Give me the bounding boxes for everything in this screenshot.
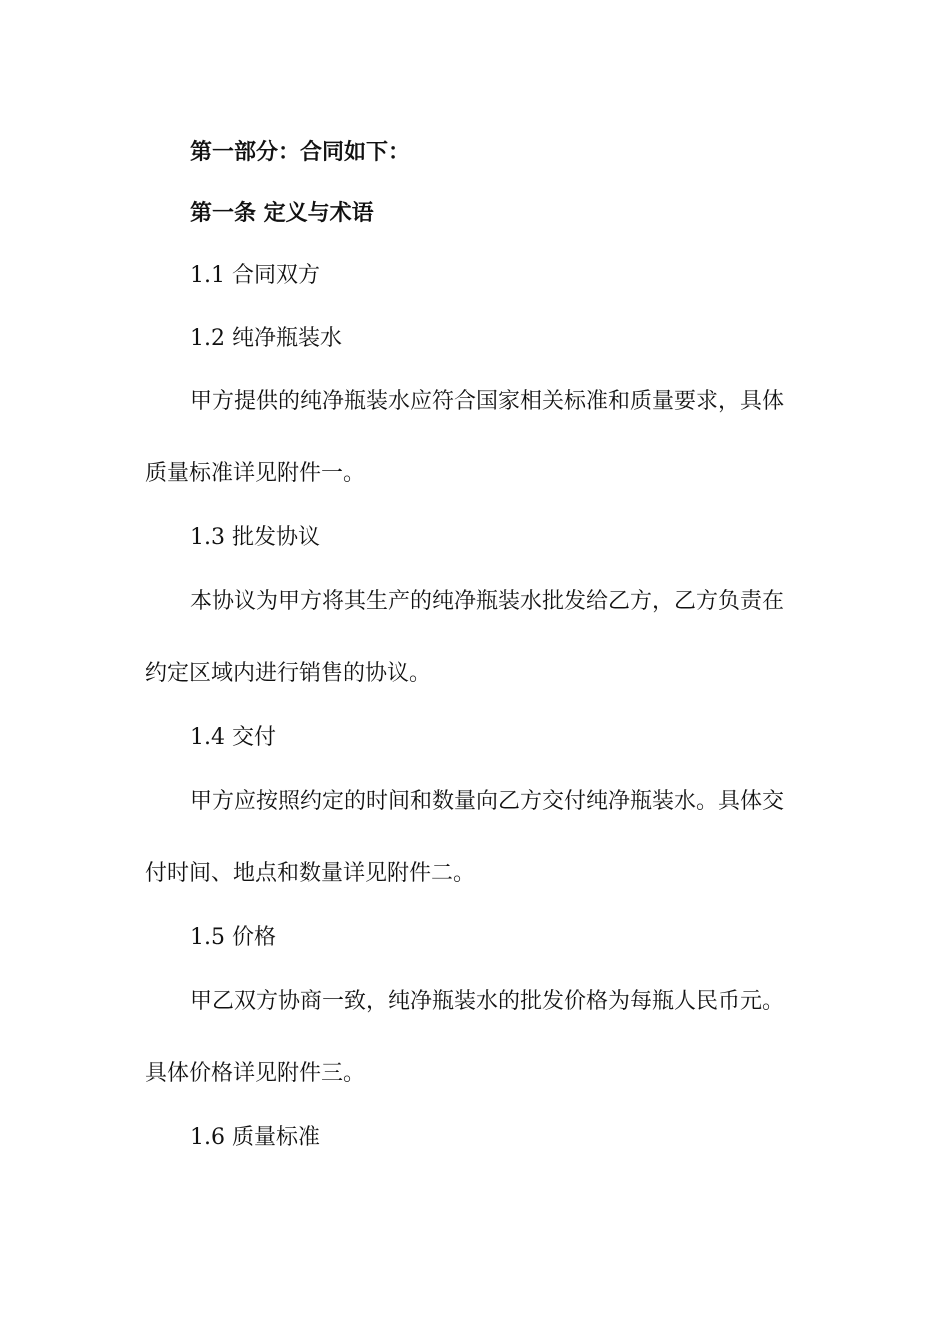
section-heading-1-3: 1.3 批发协议 bbox=[190, 525, 320, 550]
section-heading-1-1: 1.1 合同双方 bbox=[190, 263, 320, 288]
section-heading-1-5: 1.5 价格 bbox=[190, 925, 276, 950]
paragraph-1-2-line-2: 质量标准详见附件一。 bbox=[145, 461, 366, 486]
section-heading-1-4: 1.4 交付 bbox=[190, 725, 276, 750]
part-heading: 第一部分：合同如下： bbox=[190, 140, 411, 165]
paragraph-1-5-line-1: 甲乙双方协商一致，纯净瓶装水的批发价格为每瓶人民币元。 bbox=[190, 989, 785, 1014]
paragraph-1-3-line-2: 约定区域内进行销售的协议。 bbox=[145, 661, 432, 686]
paragraph-1-4-line-2: 付时间、地点和数量详见附件二。 bbox=[145, 861, 476, 886]
paragraph-1-5-line-2: 具体价格详见附件三。 bbox=[145, 1061, 366, 1086]
article-heading: 第一条 定义与术语 bbox=[190, 201, 374, 226]
paragraph-1-2-line-1: 甲方提供的纯净瓶装水应符合国家相关标准和质量要求，具体 bbox=[190, 389, 785, 414]
section-heading-1-2: 1.2 纯净瓶装水 bbox=[190, 326, 342, 351]
section-heading-1-6: 1.6 质量标准 bbox=[190, 1125, 320, 1150]
paragraph-1-4-line-1: 甲方应按照约定的时间和数量向乙方交付纯净瓶装水。具体交 bbox=[190, 789, 785, 814]
paragraph-1-3-line-1: 本协议为甲方将其生产的纯净瓶装水批发给乙方，乙方负责在 bbox=[190, 589, 785, 614]
